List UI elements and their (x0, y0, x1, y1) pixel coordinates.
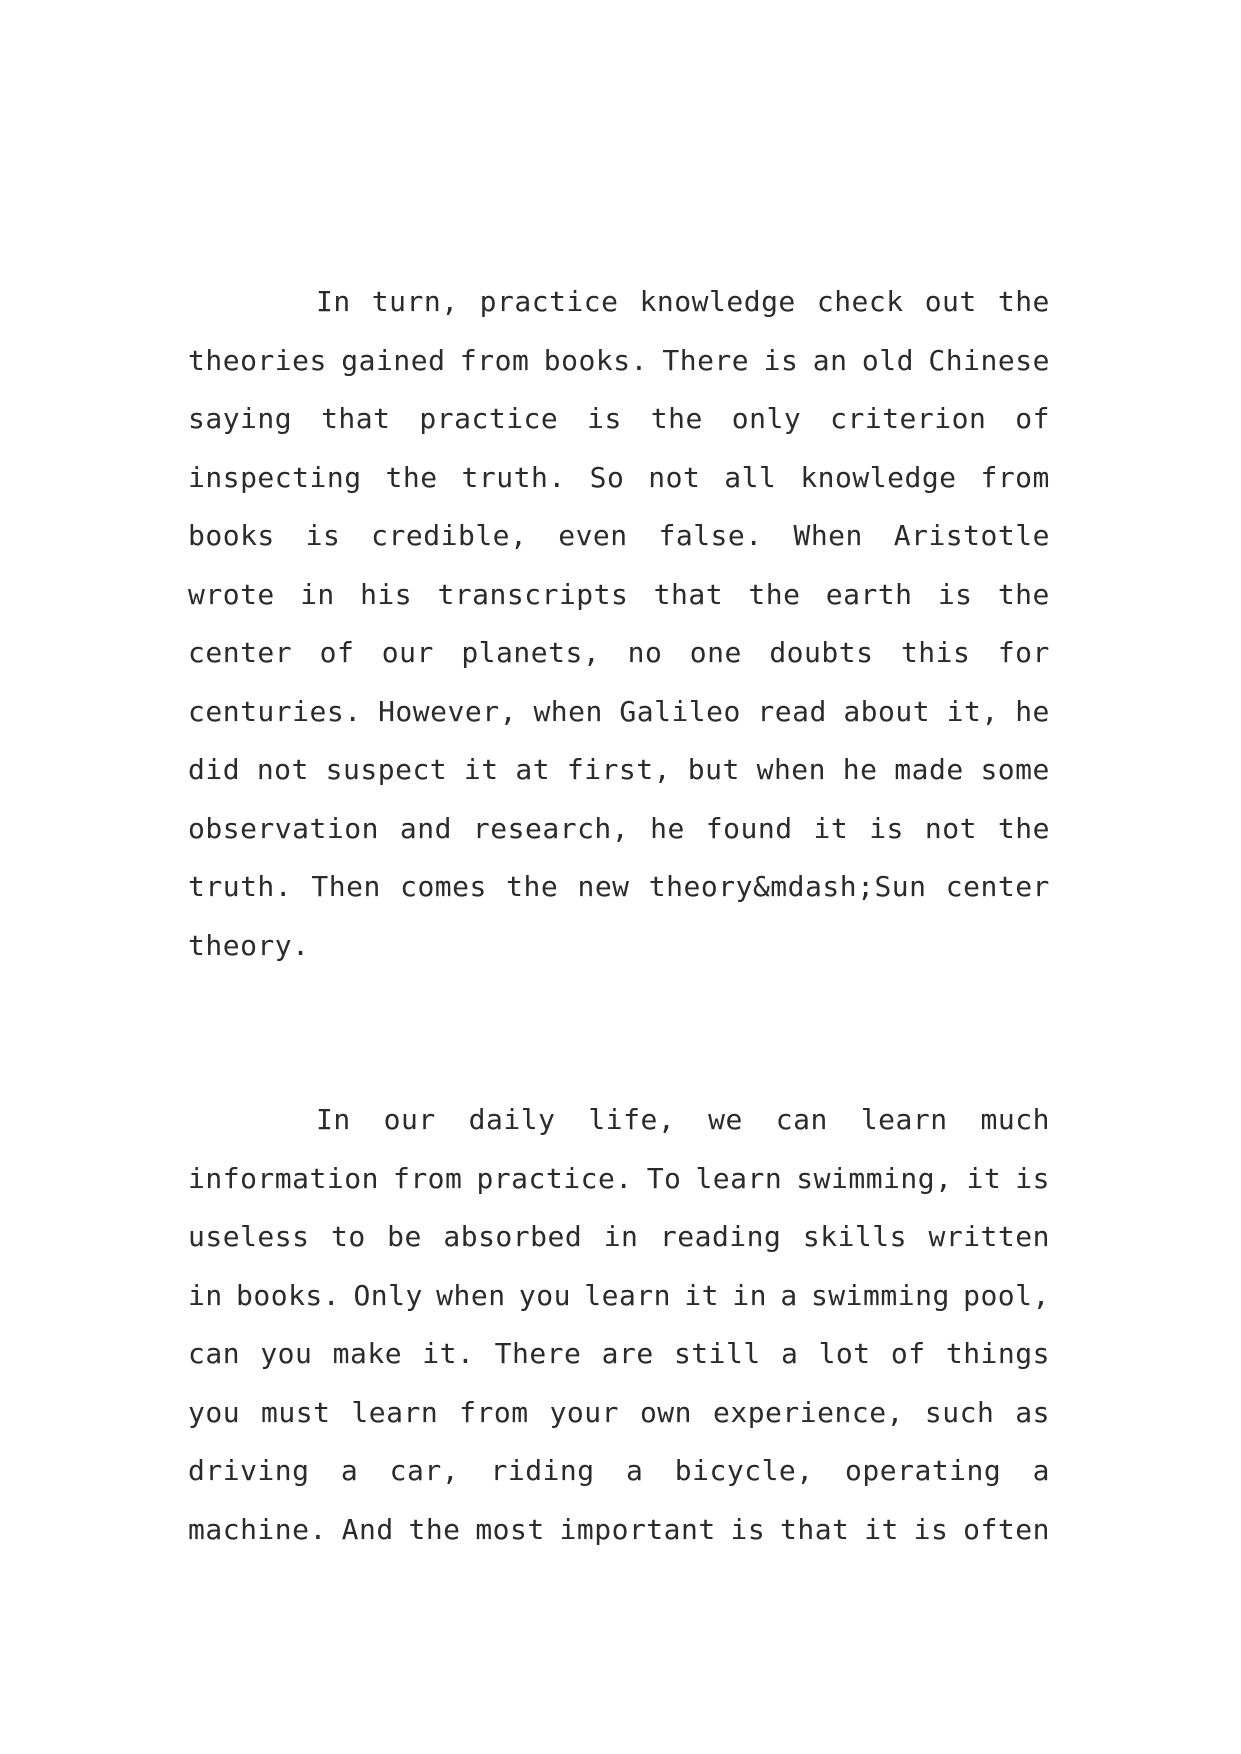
word: And (341, 1512, 394, 1546)
word: the (650, 402, 703, 435)
word: a (1032, 1454, 1050, 1487)
word: a (340, 1454, 359, 1487)
word: comes (400, 870, 487, 903)
word: a (780, 1278, 798, 1312)
word: still (673, 1337, 761, 1370)
word: observation (188, 811, 379, 845)
paragraph-1 (188, 273, 1050, 975)
word: credible, (371, 519, 528, 552)
word: can (188, 1337, 241, 1370)
text-line (188, 273, 1050, 332)
word: center (188, 636, 293, 669)
word: even (558, 519, 628, 552)
word: swimming, (796, 1161, 953, 1195)
word: are (601, 1337, 654, 1370)
word: operating (845, 1454, 1002, 1487)
word: to (330, 1220, 366, 1253)
text-line (188, 1384, 1050, 1443)
word: In (316, 285, 351, 318)
word: written (928, 1220, 1050, 1253)
word: There (494, 1337, 582, 1370)
word: center (945, 870, 1050, 903)
word: is (305, 519, 341, 552)
word: planets, (461, 636, 601, 669)
text-line (188, 507, 1050, 566)
word: research, (472, 811, 630, 845)
word: that (779, 1512, 850, 1546)
word: knowledge (639, 285, 796, 318)
word: all (724, 460, 777, 494)
word: of (1015, 402, 1050, 435)
word: his (360, 577, 413, 611)
word: this (900, 636, 971, 669)
word: transcripts (437, 577, 629, 611)
word: learn (584, 1278, 672, 1312)
word: car, (389, 1454, 460, 1487)
word: of (319, 636, 355, 669)
word: Galileo (619, 694, 741, 728)
word: from (459, 1395, 529, 1429)
word: when (533, 694, 603, 728)
word: old (861, 343, 914, 377)
word: check (816, 285, 904, 318)
word: a (780, 1337, 799, 1370)
word: it (463, 753, 499, 786)
word: practice (419, 402, 559, 435)
word: but (687, 753, 740, 786)
word: suspect (325, 753, 448, 786)
word: not (256, 753, 309, 786)
word: Only (353, 1278, 423, 1312)
word: at (515, 753, 551, 786)
text-line (188, 332, 1050, 391)
word: it (864, 1512, 899, 1546)
word: did (188, 753, 241, 786)
word: read (757, 694, 827, 728)
word: it (966, 1161, 1002, 1195)
word: skills (802, 1220, 908, 1253)
word: it. (422, 1337, 475, 1370)
word: gained (341, 343, 446, 377)
word: such (924, 1395, 995, 1429)
word: of (890, 1337, 926, 1370)
word: absorbed (443, 1220, 583, 1253)
word: When (793, 519, 863, 552)
word: make (332, 1337, 403, 1370)
word: for (997, 636, 1050, 669)
text-line (188, 800, 1050, 859)
word: you (260, 1337, 313, 1370)
text-line (188, 1208, 1050, 1267)
word: you (188, 1395, 241, 1429)
word: daily (468, 1103, 556, 1136)
word: new (577, 870, 630, 903)
word: machine. (188, 1512, 327, 1546)
word: in (188, 1278, 223, 1312)
word: swimming (810, 1278, 950, 1312)
text-line (188, 1325, 1050, 1384)
word: in (732, 1278, 768, 1312)
word: our (383, 1103, 436, 1136)
word: out (924, 285, 977, 318)
word: Chinese (928, 343, 1050, 377)
word: one (689, 636, 742, 669)
word: made (894, 753, 964, 786)
word: he (650, 811, 685, 845)
word: driving (188, 1454, 310, 1487)
word: no (627, 636, 663, 669)
word: lot (818, 1337, 871, 1370)
word: is (937, 577, 973, 611)
word: our (381, 636, 434, 669)
word: reading (659, 1220, 782, 1253)
word: an (812, 343, 848, 377)
word: the (506, 870, 559, 903)
word: it (813, 811, 849, 845)
word: truth. (461, 460, 566, 494)
text-line (188, 390, 1050, 449)
word: from (980, 460, 1050, 494)
word: be (387, 1220, 422, 1253)
word: practice (479, 285, 619, 318)
word: you (518, 1278, 571, 1312)
word: the (748, 577, 801, 611)
word: in (603, 1220, 639, 1253)
word: is (1015, 1161, 1050, 1195)
word: your (549, 1395, 619, 1429)
word: it (684, 1278, 720, 1312)
word: However, (378, 694, 517, 728)
word: learn (695, 1161, 783, 1195)
word: theory. (188, 928, 310, 962)
word: centuries. (188, 694, 362, 728)
word: from (459, 343, 530, 377)
word: when (436, 1278, 506, 1312)
word: books (188, 519, 275, 552)
word: that (653, 577, 724, 611)
word: and (399, 811, 452, 845)
word: much (980, 1103, 1050, 1136)
word: it, (946, 694, 999, 728)
word: information (188, 1161, 379, 1195)
word: theories (188, 343, 327, 377)
word: theory&mdash;Sun (648, 870, 927, 903)
word: To (646, 1161, 682, 1195)
word: about (843, 694, 931, 728)
word: Then (311, 870, 381, 903)
word: is (913, 1512, 949, 1546)
word: is (763, 343, 799, 377)
word: experience, (712, 1395, 904, 1429)
word: as (1015, 1395, 1050, 1429)
text-line (188, 566, 1050, 625)
text-line (188, 683, 1050, 742)
word: doubts (769, 636, 874, 669)
text-line (188, 858, 1050, 917)
text-line (188, 917, 1050, 976)
text-line (188, 449, 1050, 508)
word: is (730, 1512, 766, 1546)
word: we (708, 1103, 743, 1136)
word: wrote (188, 577, 275, 611)
word: a (626, 1454, 644, 1487)
word: In (316, 1103, 351, 1136)
word: saying (188, 402, 293, 435)
word: criterion (830, 402, 987, 435)
word: books. (236, 1278, 341, 1312)
word: must (261, 1395, 331, 1429)
word: can (775, 1103, 828, 1136)
word: most (475, 1512, 545, 1546)
word: he (842, 753, 878, 786)
paragraph-2 (188, 1091, 1050, 1559)
text-line (188, 1150, 1050, 1209)
word: learn (351, 1395, 439, 1429)
text-line (188, 741, 1050, 800)
text-line (188, 1442, 1050, 1501)
word: Aristotle (893, 519, 1050, 552)
word: from (392, 1161, 463, 1195)
text-line (188, 1267, 1050, 1326)
word: is (587, 402, 622, 435)
word: bicycle, (674, 1454, 814, 1487)
word: learn (860, 1103, 948, 1136)
word: things (945, 1337, 1050, 1370)
word: not (648, 460, 701, 494)
word: books. (543, 343, 648, 377)
word: own (639, 1395, 693, 1429)
word: only (731, 402, 802, 435)
word: the (997, 811, 1050, 845)
word: turn, (371, 285, 459, 318)
word: when (756, 753, 827, 786)
word: found (705, 811, 793, 845)
word: inspecting (188, 460, 362, 494)
word: some (980, 753, 1050, 786)
word: pool, (963, 1278, 1050, 1312)
word: riding (490, 1454, 595, 1487)
word: knowledge (800, 460, 957, 494)
word: There (662, 343, 750, 377)
word: not (924, 811, 977, 845)
word: So (589, 460, 625, 494)
word: the (408, 1512, 461, 1546)
word: life, (588, 1103, 676, 1136)
word: practice. (476, 1161, 633, 1195)
word: the (997, 577, 1050, 611)
word: he (1015, 694, 1050, 728)
word: the (997, 285, 1050, 318)
word: the (385, 460, 438, 494)
word: is (869, 811, 904, 845)
word: truth. (188, 870, 293, 903)
text-line (188, 624, 1050, 683)
word: useless (188, 1220, 310, 1253)
word: that (321, 402, 391, 435)
text-line (188, 1091, 1050, 1150)
text-line (188, 1501, 1050, 1560)
word: first, (566, 753, 672, 786)
word: often (963, 1512, 1050, 1546)
word: in (300, 577, 335, 611)
word: important (559, 1512, 716, 1546)
word: false. (658, 519, 763, 552)
word: earth (825, 577, 913, 611)
